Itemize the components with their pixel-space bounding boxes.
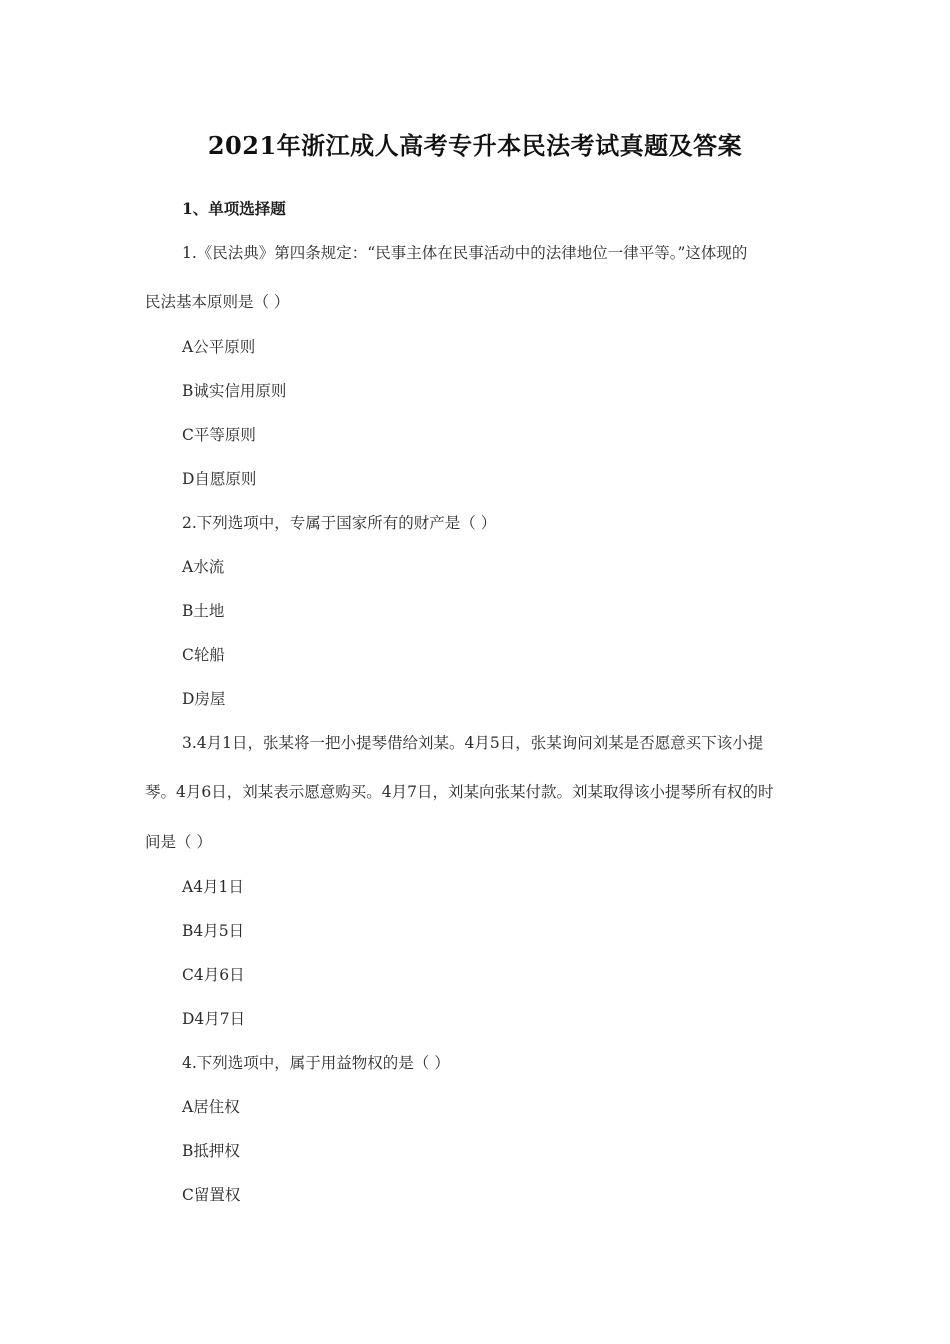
document-title: 2021年浙江成人高考专升本民法考试真题及答案 bbox=[207, 131, 743, 160]
question-2-line-1: 2.下列选项中，专属于国家所有的财产是（ ） bbox=[182, 514, 497, 532]
question-3-line-1: 3.4月1日，张某将一把小提琴借给刘某。4月5日，张某询问刘某是否愿意买下该小提 bbox=[182, 734, 764, 752]
question-1-line-2: 民法基本原则是（ ） bbox=[145, 293, 290, 311]
question-2-option-a: A水流 bbox=[182, 558, 225, 576]
question-2-option-c: C轮船 bbox=[182, 646, 225, 664]
question-1-option-d: D自愿原则 bbox=[182, 470, 257, 488]
question-3-line-2: 琴。4月6日，刘某表示愿意购买。4月7日，刘某向张某付款。刘某取得该小提琴所有权的时 bbox=[145, 783, 774, 801]
question-3-option-a: A4月1日 bbox=[182, 878, 244, 896]
question-1-line-1: 1.《民法典》第四条规定：“民事主体在民事活动中的法律地位一律平等。”这体现的 bbox=[182, 244, 748, 262]
section-heading: 1、单项选择题 bbox=[182, 199, 286, 218]
question-1-option-b: B诚实信用原则 bbox=[182, 382, 287, 400]
question-2-option-d: D房屋 bbox=[182, 690, 226, 708]
question-3-option-c: C4月6日 bbox=[182, 966, 245, 984]
question-4-option-b: B抵押权 bbox=[182, 1142, 240, 1160]
question-3-option-b: B4月5日 bbox=[182, 922, 245, 940]
question-4-option-a: A居住权 bbox=[182, 1098, 240, 1116]
question-4-line-1: 4.下列选项中，属于用益物权的是（ ） bbox=[182, 1054, 450, 1072]
question-1-option-c: C平等原则 bbox=[182, 426, 256, 444]
question-4-option-c: C留置权 bbox=[182, 1186, 241, 1204]
question-2-option-b: B土地 bbox=[182, 602, 225, 620]
question-3-option-d: D4月7日 bbox=[182, 1010, 246, 1028]
question-3-line-3: 间是（ ） bbox=[145, 833, 212, 851]
question-1-option-a: A公平原则 bbox=[182, 338, 256, 356]
